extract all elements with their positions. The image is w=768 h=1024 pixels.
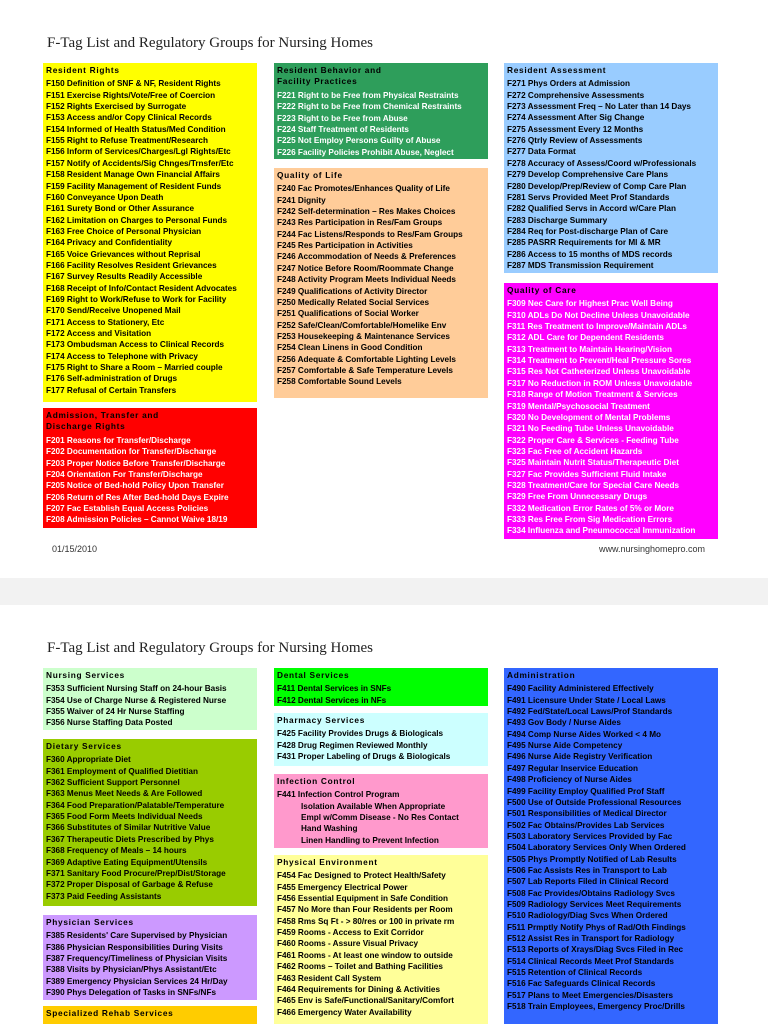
ftag-item: F501 Responsibilities of Medical Director [507,809,667,819]
ftag-item: F515 Retention of Clinical Records [507,968,643,977]
ftag-item: F328 Treatment/Care for Special Care Needs [507,480,680,490]
ftag-item: F280 Develop/Prep/Review of Comp Care Plan [507,181,687,191]
footer-website: www.nursinghomepro.com [599,544,706,554]
ftag-item: F157 Notify of Accidents/Sig Chnges/Trnsfer/Etc [46,158,234,168]
group-header [46,917,254,928]
ftag-item: F222 Right to be Free from Chemical Restraints [277,102,462,112]
ftag-item: F201 Reasons for Transfer/Discharge [46,435,191,445]
ftag-item: F250 Medically Related Social Services [277,297,430,307]
ftag-item: F254 Clean Linens in Good Condition [277,343,423,353]
ftag-item: F161 Surety Bond or Other Assurance [46,204,195,214]
ftag-item: F175 Right to Share a Room – Married couple [46,363,223,372]
ftag-item: F282 Qualified Servs in Accord w/Care Plan [507,204,676,214]
ftag-item: F462 Rooms – Toilet and Bathing Facilities [277,962,443,972]
ftag-item: F252 Safe/Clean/Comfortable/Homelike Env [277,320,447,330]
ftag-item: F244 Fac Listens/Responds to Res/Fam Groups [277,229,463,239]
ftag-item: F385 Residents' Care Supervised by Physician [46,931,228,941]
ftag-item: F334 Influenza and Pneumococcal Immunization [507,526,696,536]
ftag-item: F152 Rights Exercised by Surrogate [46,102,187,112]
ftag-item: F458 Rms Sq Ft - > 80/res or 100 in private rm [277,916,455,926]
group-header-line: Resident Behavior and [277,65,382,75]
box-quality-of-life [274,168,488,398]
group-header-line: Infection Control [277,776,356,786]
box-physician-services [43,915,257,1000]
group-header [507,285,715,296]
ftag-item: F275 Assessment Every 12 Months [507,124,644,134]
group-header-line: Dietary Services [46,741,122,751]
ftag-item: F207 Fac Establish Equal Access Policies [46,503,209,513]
box-pharmacy-services [274,713,488,766]
ftag-item: F456 Essential Equipment in Safe Condition [277,894,449,904]
ftag-item: F321 No Feeding Tube Unless Unavoidable [507,424,674,434]
group-header-line: Dental Services [277,670,350,680]
ftag-item: F511 Prmptly Notify Phys of Rad/Oth Findings [507,922,686,932]
ftag-item: Hand Washing [301,824,358,834]
ftag-item: F221 Right to be Free from Physical Restraints [277,90,459,100]
ftag-item: F171 Access to Stationery, Etc [46,317,165,327]
ftag-item: F170 Send/Receive Unopened Mail [46,306,181,316]
group-header-line: Resident Assessment [507,65,607,75]
group-header [277,776,485,787]
ftag-item: F431 Proper Labeling of Drugs & Biologicals [277,752,451,762]
ftag-item: F386 Physician Responsibilities During Visits [46,942,223,952]
ftag-item: F494 Comp Nurse Aides Worked < 4 Mo [507,729,662,739]
ftag-item: F459 Rooms - Access to Exit Corridor [277,928,424,938]
ftag-item: F505 Phys Promptly Notified of Lab Results [507,854,677,864]
group-header-line: Discharge Rights [46,421,126,432]
ftag-item: F388 Visits by Physician/Phys Assistant/Etc [46,965,217,975]
ftag-item: F245 Res Participation in Activities [277,241,413,251]
ftag-item: F313 Treatment to Maintain Hearing/Vision [507,344,673,354]
ftag-item: F502 Fac Obtains/Provides Lab Services [507,820,665,830]
ftag-item: F355 Waiver of 24 Hr Nurse Staffing [46,707,185,717]
ftag-item: F371 Sanitary Food Procure/Prep/Dist/Storage [46,868,226,878]
ftag-item: F202 Documentation for Transfer/Discharge [46,447,217,457]
ftag-item: F208 Admission Policies – Cannot Waive 18/19 [46,515,228,525]
ftag-item: F363 Menus Meet Needs & Are Followed [46,789,203,799]
ftag-item: F156 Inform of Services/Charges/Lgl Rights/Etc [46,147,231,157]
ftag-item: F327 Fac Provides Sufficient Fluid Intake [507,469,667,479]
ftag-item: Empl w/Comm Disease - No Res Contact [301,813,459,823]
group-header-line: Facility Practices [277,76,358,87]
box-quality-of-care [504,283,718,539]
ftag-item: F279 Develop Comprehensive Care Plans [507,170,669,180]
ftag-item: F497 Regular Inservice Education [507,763,639,773]
ftag-item: F240 Fac Promotes/Enhances Quality of Life [277,184,450,194]
ftag-item: F206 Return of Res After Bed-hold Days Expire [46,492,229,502]
group-header [46,741,254,752]
ftag-item: F154 Informed of Health Status/Med Condition [46,124,226,134]
group-header [507,65,715,76]
ftag-item: F320 No Development of Mental Problems [507,412,671,422]
ftag-item: F283 Discharge Summary [507,215,608,225]
ftag-item: F286 Access to 15 months of MDS records [507,249,673,259]
ftag-item: F465 Env is Safe/Functional/Sanitary/Comfort [277,996,454,1006]
ftag-item: F364 Food Preparation/Palatable/Temperature [46,800,225,810]
ftag-item: F353 Sufficient Nursing Staff on 24-hour Basis [46,684,227,694]
ftag-item: F172 Access and Visitation [46,328,152,338]
ftag-item: F495 Nurse Aide Competency [507,741,623,751]
ftag-item: F158 Resident Manage Own Financial Affairs [46,170,220,180]
box-resident-rights [43,63,257,402]
ftag-item: F455 Emergency Electrical Power [277,882,408,892]
ftag-item: F329 Free From Unnecessary Drugs [507,492,648,502]
page-separator [0,578,768,605]
ftag-item: F354 Use of Charge Nurse & Registered Nurse [46,695,227,705]
ftag-item: F315 Res Not Catheterized Unless Unavoidable [507,367,691,377]
ftag-item: F311 Res Treatment to Improve/Maintain ADLs [507,322,687,332]
ftag-item: F373 Paid Feeding Assistants [46,891,162,901]
ftag-item: Isolation Available When Appropriate [301,801,446,811]
box-dental-services [274,668,488,706]
ftag-item: F365 Food Form Meets Individual Needs [46,812,203,822]
group-header [46,1008,254,1019]
ftag-item: F271 Phys Orders at Admission [507,79,631,89]
ftag-item: F441 Infection Control Program [277,790,400,800]
ftag-item: F204 Orientation For Transfer/Discharge [46,469,203,479]
ftag-item: F387 Frequency/Timeliness of Physician Visits [46,954,228,964]
box-resident-behavior [274,63,488,159]
ftag-item: F314 Treatment to Prevent/Heal Pressure Sores [507,356,692,366]
ftag-item: F248 Activity Program Meets Individual Needs [277,275,456,285]
ftag-item: F390 Phys Delegation of Tasks in SNFs/NFs [46,988,217,998]
group-header [46,410,254,433]
ftag-item: F507 Lab Reports Filed in Clinical Record [507,877,669,887]
ftag-item: F368 Frequency of Meals – 14 hours [46,846,187,856]
box-specialized-rehab [43,1006,257,1024]
group-header-line: Nursing Services [46,670,125,680]
ftag-item: F247 Notice Before Room/Roommate Change [277,263,454,273]
ftag-item: F251 Qualifications of Social Worker [277,309,419,319]
ftag-item: F318 Range of Motion Treatment & Services [507,390,678,400]
ftag-item: F372 Proper Disposal of Garbage & Refuse [46,880,213,890]
ftag-item: F272 Comprehensive Assessments [507,90,645,100]
ftag-item: F411 Dental Services in SNFs [277,684,392,694]
ftag-item: F333 Res Free From Sig Medication Errors [507,514,673,524]
ftag-item: F461 Rooms - At least one window to outside [277,950,453,960]
ftag-item: F322 Proper Care & Services - Feeding Tube [507,435,679,445]
ftag-item: F323 Fac Free of Accident Hazards [507,446,643,456]
ftag-item: F498 Proficiency of Nurse Aides [507,775,632,785]
ftag-item: F491 Licensure Under State / Local Laws [507,695,666,705]
ftag-item: F277 Data Format [507,147,576,157]
ftag-item: F513 Reports of Xrays/Diag Svcs Filed in Rec [507,945,684,955]
ftag-item: F166 Facility Resolves Resident Grievances [46,260,217,270]
group-header [277,715,485,726]
ftag-item: F309 Nec Care for Highest Prac Well Being [507,299,673,309]
ftag-item: F317 No Reduction in ROM Unless Unavoidable [507,378,693,388]
ftag-item: F177 Refusal of Certain Transfers [46,385,177,395]
ftag-item: F165 Voice Grievances without Reprisal [46,249,201,259]
ftag-item: F249 Qualifications of Activity Director [277,286,428,296]
ftag-item: F457 No More than Four Residents per Room [277,905,453,915]
page-title: F-Tag List and Regulatory Groups for Nursing Homes [47,640,373,656]
footer-date: 01/15/2010 [52,544,98,554]
group-header-line: Quality of Care [507,285,577,295]
group-header [507,670,715,681]
ftag-item: F225 Not Employ Persons Guilty of Abuse [277,136,441,146]
ftag-item: F512 Assist Res in Transport for Radiology [507,933,675,943]
ftag-item: F425 Facility Provides Drugs & Biologicals [277,729,444,739]
box-admission-transfer [43,408,257,528]
ftag-item: F169 Right to Work/Refuse to Work for Facility [46,294,227,304]
ftag-item: F150 Definition of SNF & NF, Resident Rights [46,79,221,89]
ftag-item: F508 Fac Provides/Obtains Radiology Svcs [507,888,675,898]
ftag-item: F160 Conveyance Upon Death [46,192,164,202]
ftag-item: F246 Accommodation of Needs & Preferences [277,252,456,262]
ftag-item: F499 Facility Employ Qualified Prof Staff [507,786,665,796]
ftag-item: F243 Res Participation in Res/Fam Groups [277,218,443,228]
ftag-item: F506 Fac Assists Res in Transport to Lab [507,865,667,875]
ftag-item: F356 Nurse Staffing Data Posted [46,718,173,728]
group-header-line: Physical Environment [277,857,378,867]
ftag-item: F164 Privacy and Confidentiality [46,238,173,248]
ftag-item: F504 Laboratory Services Only When Ordered [507,843,686,853]
ftag-item: F360 Appropriate Diet [46,755,131,765]
ftag-item: F162 Limitation on Charges to Personal Funds [46,215,228,225]
ftag-item: F284 Req for Post-discharge Plan of Care [507,226,669,236]
page-title: F-Tag List and Regulatory Groups for Nursing Homes [47,35,373,51]
group-header-line: Resident Rights [46,65,120,75]
ftag-item: F173 Ombudsman Access to Clinical Records [46,340,225,350]
ftag-item: F174 Access to Telephone with Privacy [46,351,198,361]
document-page-2 [0,605,768,1024]
group-header [277,670,485,681]
ftag-item: F500 Use of Outside Professional Resources [507,797,682,807]
ftag-item: F369 Adaptive Eating Equipment/Utensils [46,857,208,867]
ftag-item: F241 Dignity [277,195,326,205]
ftag-item: F490 Facility Administered Effectively [507,684,654,694]
ftag-item: F428 Drug Regimen Reviewed Monthly [277,740,428,750]
ftag-item: F503 Laboratory Services Provided by Fac [507,831,673,841]
group-header [46,670,254,681]
box-resident-assessment [504,63,718,273]
ftag-item: F258 Comfortable Sound Levels [277,377,402,387]
ftag-item: F312 ADL Care for Dependent Residents [507,333,664,343]
ftag-item: F256 Adequate & Comfortable Lighting Levels [277,354,456,364]
ftag-item: F466 Emergency Water Availability [277,1007,412,1017]
ftag-item: F463 Resident Call System [277,973,382,983]
ftag-item: F510 Radiology/Diag Svcs When Ordered [507,911,668,921]
ftag-item: F412 Dental Services in NFs [277,695,387,705]
group-header-line: Quality of Life [277,170,343,180]
ftag-item: F253 Housekeeping & Maintenance Services [277,331,450,341]
box-physical-environment [274,855,488,1024]
ftag-item: F163 Free Choice of Personal Physician [46,226,202,236]
box-nursing-services [43,668,257,730]
ftag-item: F366 Substitutes of Similar Nutritive Value [46,823,211,833]
ftag-item: F242 Self-determination – Res Makes Choices [277,207,456,217]
ftag-item: F224 Staff Treatment of Residents [277,124,409,134]
ftag-item: F226 Facility Policies Prohibit Abuse, Neglect [277,147,454,157]
ftag-item: F285 PASRR Requirements for MI & MR [507,238,661,248]
group-header-line: Admission, Transfer and [46,410,159,420]
ftag-item: F514 Clinical Records Meet Prof Standards [507,956,674,966]
ftag-item: F460 Rooms - Assure Visual Privacy [277,939,419,949]
ftag-item: F168 Receipt of Info/Contact Resident Advocates [46,283,237,293]
box-administration [504,668,718,1024]
ftag-item: F361 Employment of Qualified Dietitian [46,766,198,776]
ftag-item: F223 Right to be Free from Abuse [277,113,408,123]
ftag-item: F319 Mental/Psychosocial Treatment [507,401,650,411]
ftag-item: F493 Gov Body / Nurse Aides [507,718,621,728]
ftag-item: F332 Medication Error Rates of 5% or More [507,503,674,513]
group-header [277,170,485,181]
ftag-item: F203 Proper Notice Before Transfer/Discharge [46,458,226,468]
ftag-item: F273 Assessment Freq – No Later than 14 Days [507,102,691,112]
ftag-item: F155 Right to Refuse Treatment/Research [46,136,208,146]
ftag-item: F362 Sufficient Support Personnel [46,778,180,788]
ftag-item: F205 Notice of Bed-hold Policy Upon Transfer [46,481,224,491]
ftag-item: F281 Servs Provided Meet Prof Standards [507,192,670,202]
group-header-line: Administration [507,670,576,680]
ftag-item: F517 Plans to Meet Emergencies/Disasters [507,990,674,1000]
ftag-item: F492 Fed/State/Local Laws/Prof Standards [507,707,673,717]
ftag-item: F509 Radiology Services Meet Requirements [507,899,682,909]
ftag-item: F278 Accuracy of Assess/Coord w/Professionals [507,158,697,168]
box-dietary-services [43,739,257,906]
group-header [277,65,485,88]
ftag-item: F287 MDS Transmission Requirement [507,260,654,270]
group-header [277,857,485,868]
group-header [46,65,254,76]
ftag-item: Linen Handling to Prevent Infection [301,835,439,845]
ftag-item: F276 Qtrly Review of Assessments [507,136,643,146]
ftag-item: F274 Assessment After Sig Change [507,113,645,123]
ftag-item: F257 Comfortable & Safe Temperature Levels [277,365,453,375]
group-header-line: Specialized Rehab Services [46,1008,174,1018]
ftag-item: F454 Fac Designed to Protect Health/Safety [277,871,446,881]
ftag-item: F516 Fac Safeguards Clinical Records [507,979,656,989]
box-infection-control [274,774,488,848]
ftag-item: F167 Survey Results Readily Accessible [46,272,203,282]
ftag-item: F310 ADLs Do Not Decline Unless Unavoidable [507,310,690,320]
ftag-item: F325 Maintain Nutrit Status/Therapeutic Diet [507,458,679,468]
ftag-item: F159 Facility Management of Resident Funds [46,181,222,191]
ftag-item: F176 Self-administration of Drugs [46,374,178,384]
ftag-item: F518 Train Employees, Emergency Proc/Drills [507,1002,685,1012]
ftag-item: F496 Nurse Aide Registry Verification [507,752,653,762]
group-header-line: Physician Services [46,917,134,927]
ftag-item: F389 Emergency Physician Services 24 Hr/Day [46,976,228,986]
group-header-line: Pharmacy Services [277,715,366,725]
ftag-item: F367 Therapeutic Diets Prescribed by Phys [46,834,214,844]
ftag-item: F464 Requirements for Dining & Activities [277,984,441,994]
ftag-item: F151 Exercise Rights/Vote/Free of Coercion [46,90,216,100]
ftag-item: F153 Access and/or Copy Clinical Records [46,113,212,123]
